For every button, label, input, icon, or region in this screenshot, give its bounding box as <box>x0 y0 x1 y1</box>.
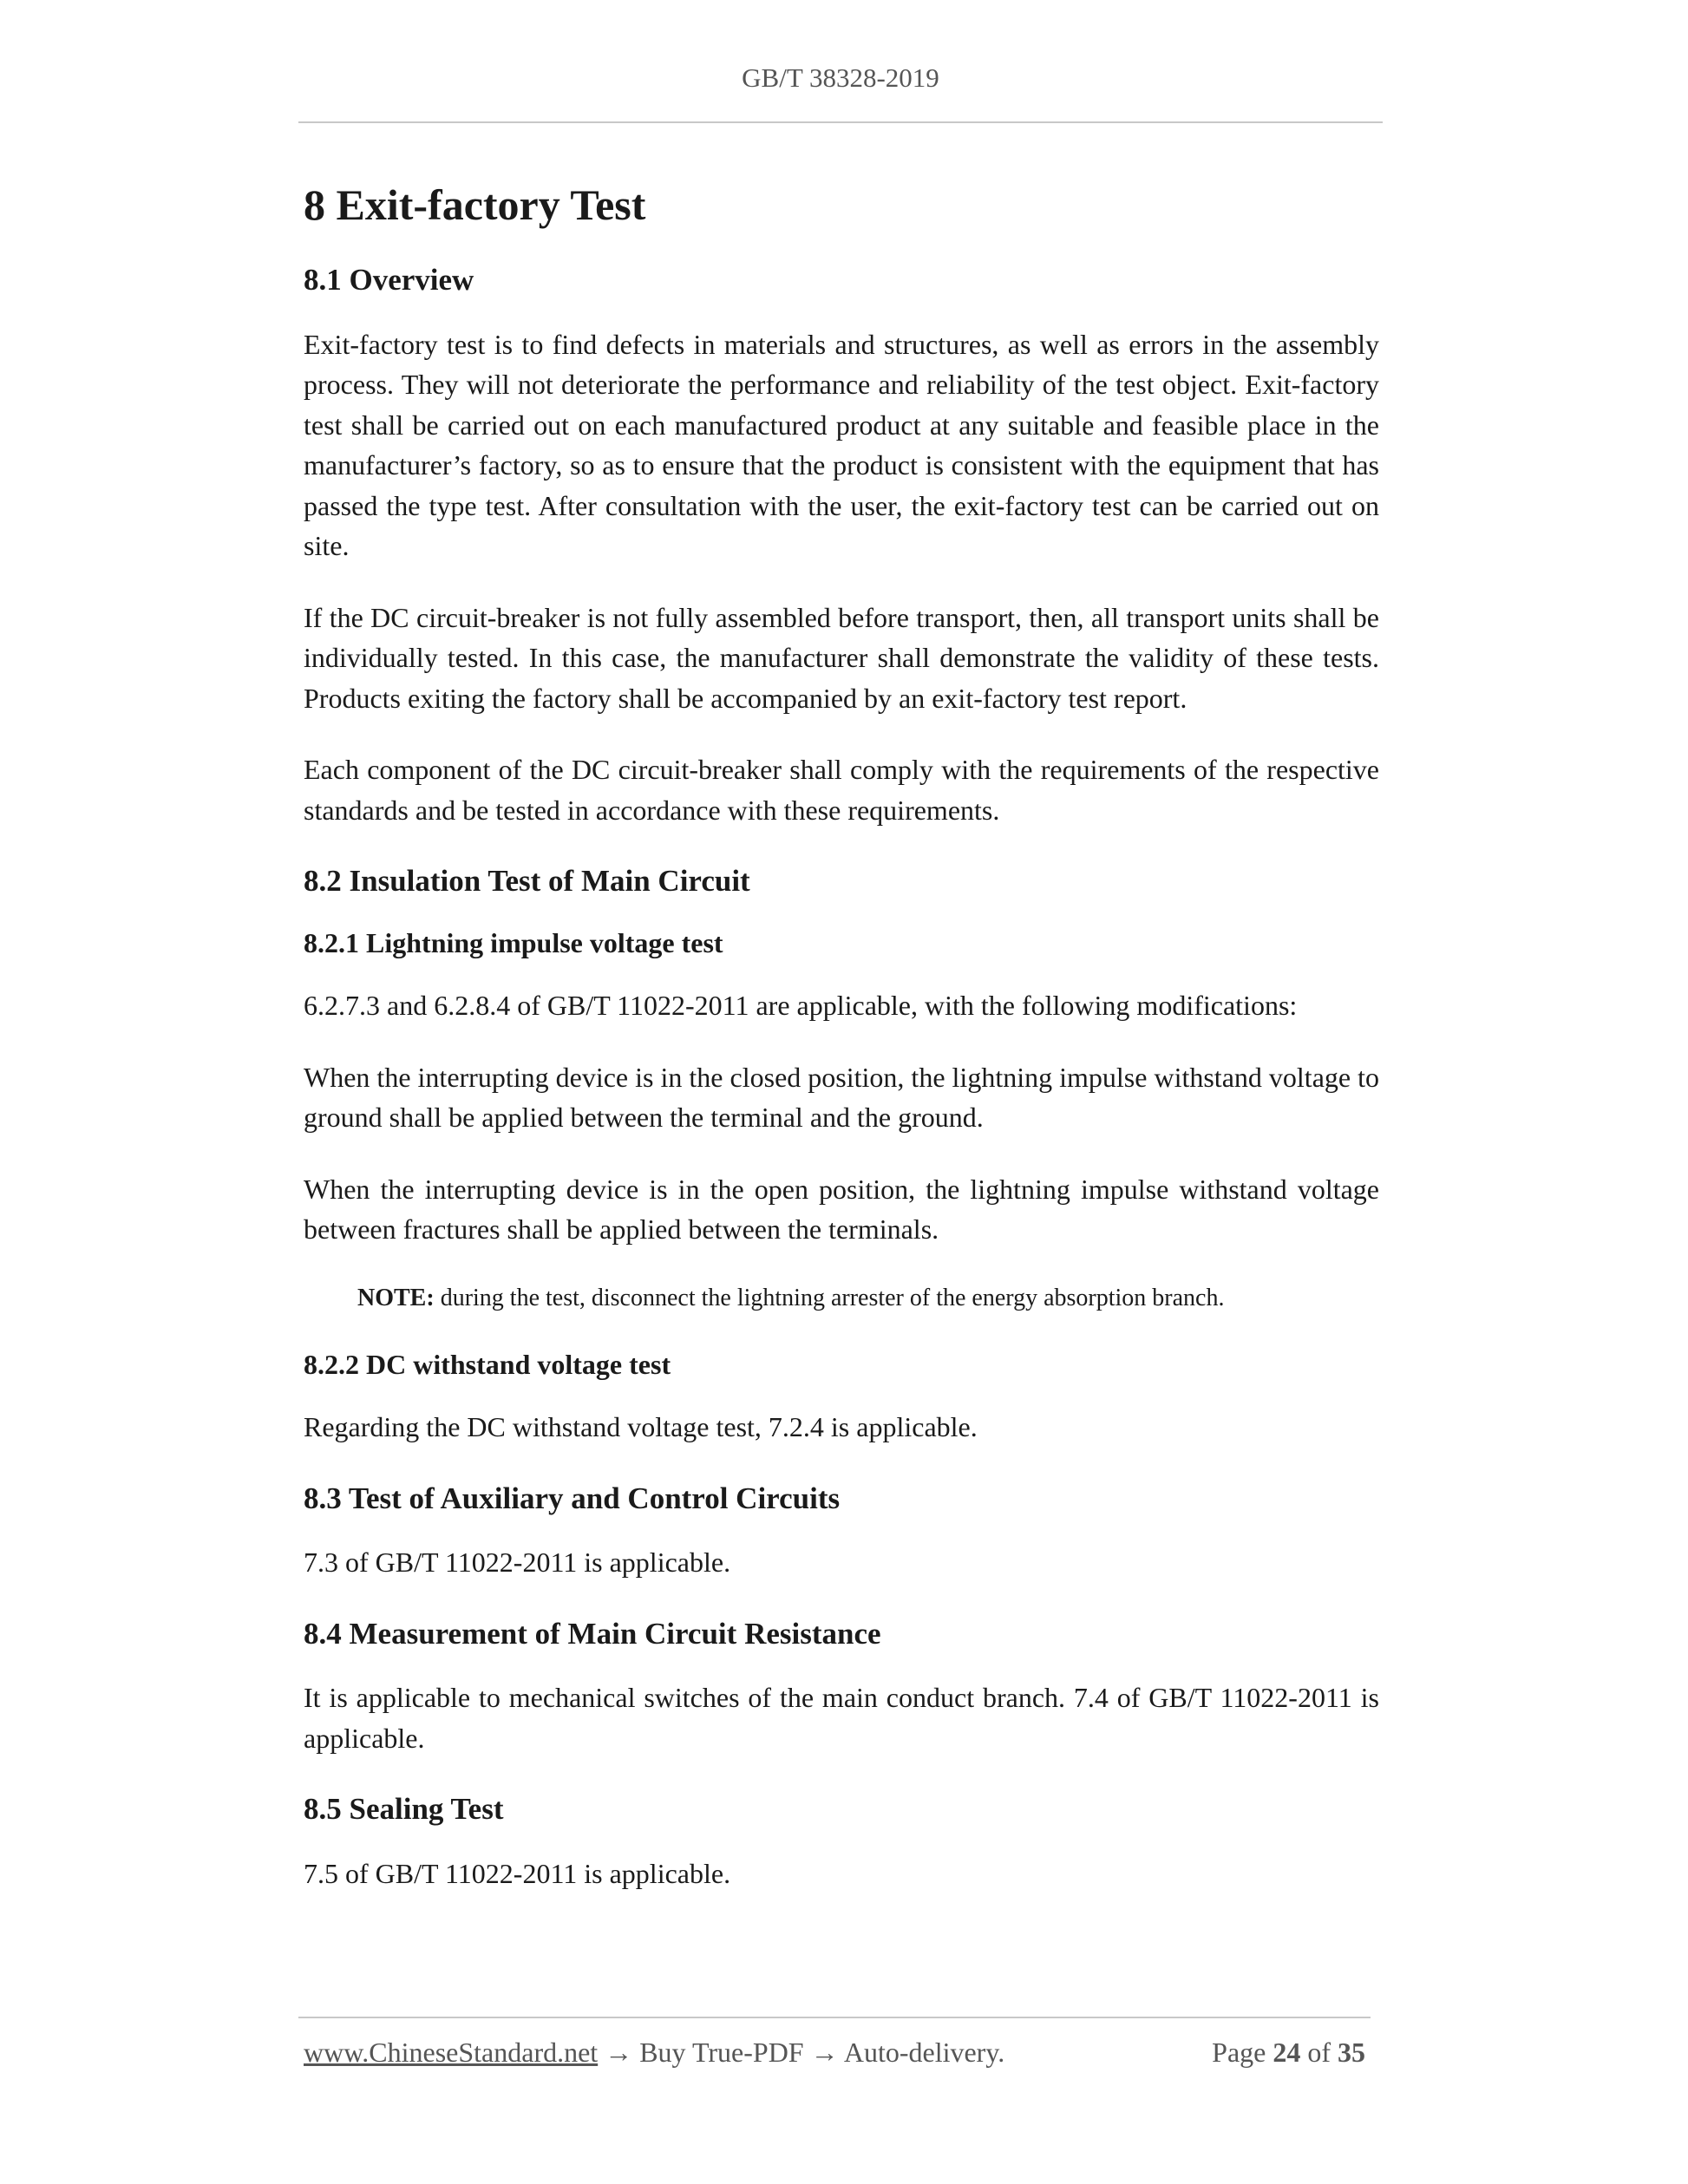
section-8-2-2-title: 8.2.2 DC withstand voltage test <box>304 1348 671 1380</box>
section-8-3-paragraph-1: 7.3 of GB/T 11022-2011 is applicable. <box>304 1546 731 1579</box>
section-8-1-paragraph-2: If the DC circuit-breaker is not fully assembled before transport, then, all transport units shall be individually tested. In this case, the manufacturer shall demonstrate the validity of these tests. Products exiting the factory shall be accompanied by an exit-factory test report. <box>304 601 1379 714</box>
section-8-title: 8 Exit-factory Test <box>304 180 646 229</box>
section-8-4-title: 8.4 Measurement of Main Circuit Resistance <box>304 1616 881 1651</box>
website-link[interactable]: www.ChineseStandard.net <box>304 2037 599 2068</box>
section-8-2-title: 8.2 Insulation Test of Main Circuit <box>304 864 750 898</box>
section-8-5-title: 8.5 Sealing Test <box>304 1792 504 1827</box>
section-8-3-title: 8.3 Test of Auxiliary and Control Circuits <box>304 1481 841 1515</box>
of-word: of <box>1300 2037 1338 2068</box>
section-8-1-paragraph-3: Each component of the DC circuit-breaker shall comply with the requirements of the respective standards and be tested in accordance with these requirements. <box>304 754 1379 826</box>
section-8-2-1-paragraph-3: When the interrupting device is in the open position, the lightning impulse withstand voltage between fractures shall be applied between the terminals. <box>304 1173 1379 1246</box>
page-word: Page <box>1212 2037 1273 2068</box>
page-indicator <box>1212 2037 1365 2069</box>
header-divider <box>298 121 1383 123</box>
section-8-1-paragraph-1: Exit-factory test is to find defects in materials and structures, as well as errors in the assembly process. They will not deteriorate the performance and reliability of the test object. Exit-factory test shall be carried out on each manufactured product at any suitable and feasible place in the manufacturer’s factory, so as to ensure that the product is consistent with the equipment that has passed the type test. After consultation with the user, the exit-factory test can be carried out on site. <box>304 328 1379 561</box>
note <box>357 1281 1379 1316</box>
section-8-2-1-paragraph-2: When the interrupting device is in the closed position, the lightning impulse withstand voltage to ground shall be applied between the terminal and the ground. <box>304 1061 1379 1134</box>
footer-tagline: → Buy True-PDF → Auto-delivery. <box>598 2037 1005 2068</box>
section-8-1-title: 8.1 Overview <box>304 263 474 297</box>
section-8-5-paragraph-1: 7.5 of GB/T 11022-2011 is applicable. <box>304 1857 731 1889</box>
document-header: GB/T 38328-2019 <box>742 62 939 93</box>
note-text: during the test, disconnect the lightning arrester of the energy absorption branch. <box>434 1284 1225 1311</box>
footer-divider <box>298 2017 1371 2018</box>
page-footer <box>304 2037 1371 2069</box>
section-8-2-2-paragraph-1: Regarding the DC withstand voltage test, 7.2.4 is applicable. <box>304 1411 978 1443</box>
section-8-2-1-paragraph-1: 6.2.7.3 and 6.2.8.4 of GB/T 11022-2011 are applicable, with the following modifications: <box>304 990 1298 1022</box>
section-8-2-1-title: 8.2.1 Lightning impulse voltage test <box>304 926 723 958</box>
note-label: NOTE: <box>357 1284 435 1311</box>
page-current: 24 <box>1273 2037 1301 2068</box>
page-content <box>304 179 1379 1925</box>
section-8-4-paragraph-1: It is applicable to mechanical switches of the main conduct branch. 7.4 of GB/T 11022-2011 is applicable. <box>304 1682 1379 1754</box>
page-total: 35 <box>1338 2037 1365 2068</box>
